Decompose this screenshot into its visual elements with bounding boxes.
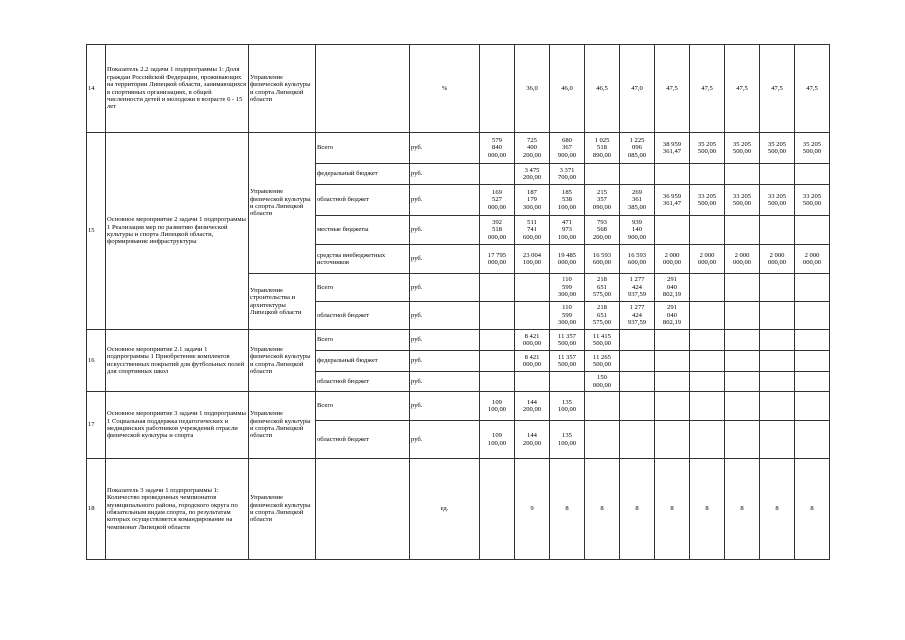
value-cell xyxy=(690,421,725,459)
value-cell: 1 225 096 085,00 xyxy=(620,133,655,164)
row-name: Основное мероприятие 3 задачи 1 подпрограммы 1 Социальная поддержка педагогических и медицинских работников учреждений отрасли физической культуры и спорта xyxy=(106,392,249,459)
value-cell: 23 004 100,00 xyxy=(515,245,550,274)
value-cell: 187 179 300,00 xyxy=(515,185,550,216)
row-executor: Управление физической культуры и спорта Липецкой области xyxy=(249,330,316,392)
value-cell: 1 277 424 937,59 xyxy=(620,302,655,330)
row-executor: Управление физической культуры и спорта Липецкой области xyxy=(249,459,316,560)
funding-source xyxy=(316,45,410,133)
value-cell: 47,0 xyxy=(620,45,655,133)
value-cell: 17 795 000,00 xyxy=(480,245,515,274)
value-cell: 8 xyxy=(655,459,690,560)
value-cell xyxy=(515,302,550,330)
program-indicators-table xyxy=(86,44,865,560)
value-cell xyxy=(655,372,690,392)
funding-source: федеральный бюджет xyxy=(316,164,410,185)
value-cell: 1 277 424 937,59 xyxy=(620,274,655,302)
value-cell xyxy=(690,372,725,392)
value-cell: 2 000 000,00 xyxy=(795,245,830,274)
value-cell xyxy=(620,330,655,351)
value-cell xyxy=(795,392,830,421)
value-cell xyxy=(760,421,795,459)
value-cell xyxy=(725,421,760,459)
value-cell: 11 357 500,00 xyxy=(550,330,585,351)
value-cell: 47,5 xyxy=(655,45,690,133)
value-cell xyxy=(655,164,690,185)
unit: руб. xyxy=(410,372,480,392)
value-cell: 110 599 300,00 xyxy=(550,274,585,302)
value-cell xyxy=(620,421,655,459)
table-body xyxy=(87,45,865,560)
value-cell xyxy=(515,274,550,302)
value-cell: 33 205 500,00 xyxy=(725,185,760,216)
funding-source: областной бюджет xyxy=(316,421,410,459)
value-cell: 109 100,00 xyxy=(480,421,515,459)
value-cell xyxy=(480,372,515,392)
value-cell xyxy=(585,421,620,459)
value-cell: 47,5 xyxy=(795,45,830,133)
value-cell xyxy=(585,392,620,421)
value-cell: 36 959 361,47 xyxy=(655,185,690,216)
value-cell: 16 593 600,00 xyxy=(585,245,620,274)
value-cell: 2 000 000,00 xyxy=(690,245,725,274)
value-cell: 8 xyxy=(585,459,620,560)
value-cell: 38 959 361,47 xyxy=(655,133,690,164)
value-cell: 135 100,00 xyxy=(550,421,585,459)
funding-source xyxy=(316,459,410,560)
value-cell: 8 xyxy=(550,459,585,560)
value-cell: 218 651 575,00 xyxy=(585,302,620,330)
funding-source: местные бюджеты xyxy=(316,216,410,245)
value-cell: 2 000 000,00 xyxy=(725,245,760,274)
value-cell xyxy=(480,459,515,560)
value-cell: 392 518 000,00 xyxy=(480,216,515,245)
row-number: 14 xyxy=(87,45,106,133)
unit: руб. xyxy=(410,216,480,245)
funding-source: Всего xyxy=(316,274,410,302)
value-cell xyxy=(480,330,515,351)
value-cell xyxy=(760,302,795,330)
value-cell: 33 205 500,00 xyxy=(760,185,795,216)
value-cell: 793 568 200,00 xyxy=(585,216,620,245)
value-cell xyxy=(620,351,655,372)
value-cell: 8 xyxy=(690,459,725,560)
table-row xyxy=(87,45,865,133)
funding-source: Всего xyxy=(316,392,410,421)
value-cell xyxy=(760,216,795,245)
value-cell: 110 599 300,00 xyxy=(550,302,585,330)
value-cell xyxy=(655,330,690,351)
value-cell xyxy=(795,421,830,459)
value-cell: 2 000 000,00 xyxy=(760,245,795,274)
funding-source: Всего xyxy=(316,133,410,164)
value-cell xyxy=(480,302,515,330)
value-cell: 8 xyxy=(725,459,760,560)
value-cell xyxy=(725,351,760,372)
value-cell: 3 371 700,00 xyxy=(550,164,585,185)
unit: руб. xyxy=(410,351,480,372)
value-cell xyxy=(550,372,585,392)
value-cell: 144 200,00 xyxy=(515,392,550,421)
value-cell: 169 527 000,00 xyxy=(480,185,515,216)
value-cell xyxy=(760,330,795,351)
value-cell xyxy=(480,164,515,185)
unit: % xyxy=(410,45,480,133)
value-cell: 16 593 600,00 xyxy=(620,245,655,274)
value-cell: 47,5 xyxy=(760,45,795,133)
value-cell xyxy=(620,372,655,392)
value-cell xyxy=(655,216,690,245)
value-cell: 269 361 385,00 xyxy=(620,185,655,216)
value-cell xyxy=(480,45,515,133)
value-cell: 725 400 200,00 xyxy=(515,133,550,164)
funding-source: областной бюджет xyxy=(316,372,410,392)
value-cell: 35 205 500,00 xyxy=(795,133,830,164)
unit: ед. xyxy=(410,459,480,560)
value-cell xyxy=(655,351,690,372)
value-cell: 46,0 xyxy=(550,45,585,133)
value-cell: 291 040 802,19 xyxy=(655,274,690,302)
value-cell: 3 475 200,00 xyxy=(515,164,550,185)
value-cell: 33 205 500,00 xyxy=(795,185,830,216)
value-cell: 19 485 000,00 xyxy=(550,245,585,274)
value-cell: 144 200,00 xyxy=(515,421,550,459)
value-cell: 511 741 600,00 xyxy=(515,216,550,245)
funding-source: федеральный бюджет xyxy=(316,351,410,372)
row-name: Показатель 2.2 задачи 1 подпрограммы 1: Доля граждан Российской Федерации, проживающих на территории Липецкой области, занимающихся в спортивных организациях, в общей численности детей и молодежи в возрасте 6 - 15 лет xyxy=(106,45,249,133)
value-cell: 680 367 900,00 xyxy=(550,133,585,164)
value-cell xyxy=(480,274,515,302)
value-cell xyxy=(795,274,830,302)
funding-source: Всего xyxy=(316,330,410,351)
value-cell xyxy=(795,302,830,330)
value-cell: 8 421 000,00 xyxy=(515,330,550,351)
value-cell xyxy=(620,392,655,421)
value-cell: 1 025 518 890,00 xyxy=(585,133,620,164)
value-cell: 9 xyxy=(515,459,550,560)
row-executor: Управление физической культуры и спорта Липецкой области xyxy=(249,392,316,459)
unit: руб. xyxy=(410,421,480,459)
value-cell xyxy=(725,164,760,185)
value-cell: 35 205 500,00 xyxy=(760,133,795,164)
value-cell xyxy=(795,216,830,245)
value-cell xyxy=(690,302,725,330)
value-cell: 8 421 000,00 xyxy=(515,351,550,372)
value-cell xyxy=(655,421,690,459)
unit: руб. xyxy=(410,302,480,330)
table-row xyxy=(87,133,865,164)
value-cell: 218 651 575,00 xyxy=(585,274,620,302)
value-cell xyxy=(760,392,795,421)
value-cell xyxy=(515,372,550,392)
value-cell: 109 100,00 xyxy=(480,392,515,421)
row-number: 17 xyxy=(87,392,106,459)
row-executor: Управление физической культуры и спорта Липецкой области xyxy=(249,133,316,274)
value-cell xyxy=(760,274,795,302)
value-cell: 33 205 500,00 xyxy=(690,185,725,216)
row-number: 18 xyxy=(87,459,106,560)
value-cell xyxy=(690,330,725,351)
value-cell xyxy=(480,351,515,372)
value-cell: 46,5 xyxy=(585,45,620,133)
value-cell: 35 205 500,00 xyxy=(725,133,760,164)
funding-source: областной бюджет xyxy=(316,185,410,216)
value-cell xyxy=(585,164,620,185)
row-name: Основное мероприятие 2.1 задачи 1 подпрограммы 1 Приобретение комплектов искусственных покрытий для футбольных полей для спортивных школ xyxy=(106,330,249,392)
value-cell xyxy=(725,392,760,421)
row-number: 15 xyxy=(87,133,106,330)
value-cell: 579 840 000,00 xyxy=(480,133,515,164)
value-cell: 939 140 900,00 xyxy=(620,216,655,245)
value-cell xyxy=(795,164,830,185)
unit: руб. xyxy=(410,185,480,216)
table-row xyxy=(87,459,865,560)
value-cell xyxy=(760,351,795,372)
value-cell: 471 973 100,00 xyxy=(550,216,585,245)
value-cell: 11 415 500,00 xyxy=(585,330,620,351)
value-cell xyxy=(690,164,725,185)
value-cell: 11 357 500,00 xyxy=(550,351,585,372)
unit: руб. xyxy=(410,245,480,274)
value-cell: 47,5 xyxy=(690,45,725,133)
unit: руб. xyxy=(410,330,480,351)
value-cell xyxy=(725,372,760,392)
row-executor: Управление физической культуры и спорта Липецкой области xyxy=(249,45,316,133)
value-cell: 8 xyxy=(760,459,795,560)
value-cell xyxy=(795,351,830,372)
row-name: Основное мероприятие 2 задачи 1 подпрограммы 1 Реализация мер по развитию физической культуры и спорта Липецкой области, формирование инфраструктуры xyxy=(106,133,249,330)
row-number: 16 xyxy=(87,330,106,392)
value-cell: 36,0 xyxy=(515,45,550,133)
value-cell: 8 xyxy=(795,459,830,560)
value-cell: 135 100,00 xyxy=(550,392,585,421)
value-cell xyxy=(725,274,760,302)
document-page xyxy=(86,44,865,560)
unit: руб. xyxy=(410,392,480,421)
value-cell: 185 538 100,00 xyxy=(550,185,585,216)
table-row xyxy=(87,330,865,351)
row-name: Показатель 3 задачи 1 подпрограммы 1: Количество проведенных чемпионатов муниципального района, городского округа по обязательным видам спорта, по результатам которых осуществляется командирование на чемпионат Липецкой области xyxy=(106,459,249,560)
unit: руб. xyxy=(410,274,480,302)
value-cell xyxy=(760,164,795,185)
value-cell xyxy=(690,392,725,421)
value-cell xyxy=(760,372,795,392)
row-executor: Управление строительства и архитектуры Липецкой области xyxy=(249,274,316,330)
value-cell: 291 040 802,19 xyxy=(655,302,690,330)
funding-source: средства внебюджетных источников xyxy=(316,245,410,274)
unit: руб. xyxy=(410,133,480,164)
value-cell xyxy=(655,392,690,421)
value-cell xyxy=(725,330,760,351)
value-cell: 8 xyxy=(620,459,655,560)
value-cell xyxy=(690,216,725,245)
value-cell: 11 265 500,00 xyxy=(585,351,620,372)
value-cell xyxy=(795,372,830,392)
value-cell: 150 000,00 xyxy=(585,372,620,392)
value-cell: 2 000 000,00 xyxy=(655,245,690,274)
value-cell xyxy=(725,302,760,330)
table-row xyxy=(87,392,865,421)
value-cell xyxy=(690,274,725,302)
value-cell xyxy=(795,330,830,351)
value-cell xyxy=(690,351,725,372)
value-cell: 35 205 500,00 xyxy=(690,133,725,164)
unit: руб. xyxy=(410,164,480,185)
value-cell: 215 357 090,00 xyxy=(585,185,620,216)
funding-source: областной бюджет xyxy=(316,302,410,330)
value-cell xyxy=(725,216,760,245)
value-cell: 47,5 xyxy=(725,45,760,133)
value-cell xyxy=(620,164,655,185)
